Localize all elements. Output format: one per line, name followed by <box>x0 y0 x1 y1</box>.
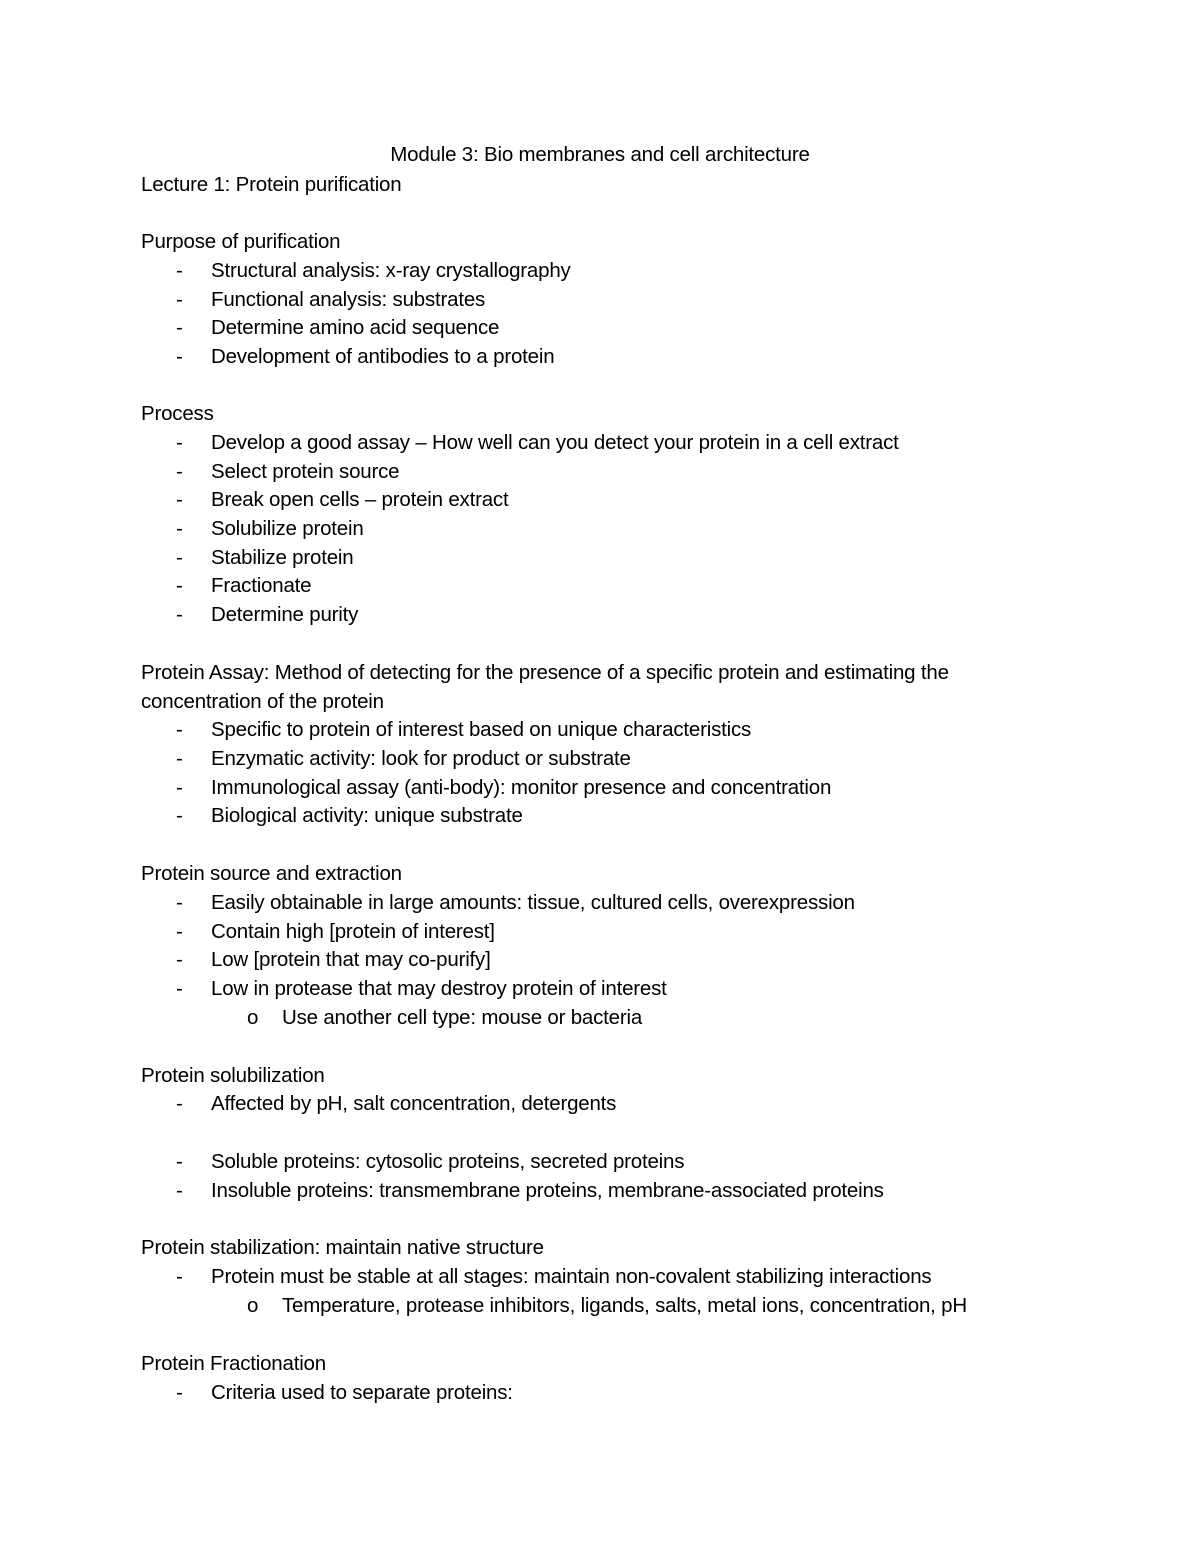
list-item-text: Contain high [protein of interest] <box>211 920 495 943</box>
dash-bullet: - <box>176 517 183 540</box>
list-item-text: Easily obtainable in large amounts: tissue, cultured cells, overexpression <box>211 891 855 914</box>
document-title: Module 3: Bio membranes and cell architecture <box>390 143 810 166</box>
dash-bullet: - <box>176 460 183 483</box>
list-item-text: Functional analysis: substrates <box>211 288 486 311</box>
list-item-text: Specific to protein of interest based on unique characteristics <box>211 718 752 741</box>
lecture-title-text: Lecture 1: Protein purification <box>141 173 402 196</box>
list-item-text: Low [protein that may co-purify] <box>211 948 491 971</box>
dash-bullet: - <box>176 316 183 339</box>
list-item-text: Protein must be stable at all stages: maintain non-covalent stabilizing interactions <box>211 1265 932 1288</box>
dash-bullet: - <box>176 920 183 943</box>
dash-bullet: - <box>176 603 183 626</box>
dash-bullet: - <box>176 776 183 799</box>
dash-bullet: - <box>176 718 183 741</box>
dash-bullet: - <box>176 345 183 368</box>
dash-bullet: - <box>176 1150 183 1173</box>
heading-text: Protein Assay: Method of detecting for the presence of a specific protein and estimating the <box>141 661 949 684</box>
list-item-text: Determine amino acid sequence <box>211 316 500 339</box>
sub-list-item-text: Temperature, protease inhibitors, ligands, salts, metal ions, concentration, pH <box>282 1294 967 1317</box>
heading-text: Protein solubilization <box>141 1064 325 1087</box>
list-item-text: Solubilize protein <box>211 517 364 540</box>
dash-bullet: - <box>176 891 183 914</box>
list-item-text: Development of antibodies to a protein <box>211 345 555 368</box>
dash-bullet: - <box>176 1265 183 1288</box>
sub-list-item-text: Use another cell type: mouse or bacteria <box>282 1006 643 1029</box>
dash-bullet: - <box>176 259 183 282</box>
list-item-text: Determine purity <box>211 603 359 626</box>
list-item-text: Break open cells – protein extract <box>211 488 509 511</box>
dash-bullet: - <box>176 488 183 511</box>
dash-bullet: - <box>176 431 183 454</box>
heading-text: concentration of the protein <box>141 690 384 713</box>
list-item-text: Soluble proteins: cytosolic proteins, secreted proteins <box>211 1150 685 1173</box>
dash-bullet: - <box>176 1381 183 1404</box>
list-item-text: Insoluble proteins: transmembrane proteins, membrane-associated proteins <box>211 1179 884 1202</box>
dash-bullet: - <box>176 546 183 569</box>
list-item-text: Affected by pH, salt concentration, detergents <box>211 1092 617 1115</box>
dash-bullet: - <box>176 1179 183 1202</box>
dash-bullet: - <box>176 747 183 770</box>
dash-bullet: - <box>176 574 183 597</box>
heading-text: Purpose of purification <box>141 230 341 253</box>
heading-text: Protein stabilization: maintain native structure <box>141 1236 544 1259</box>
list-item-text: Stabilize protein <box>211 546 354 569</box>
list-item-text: Enzymatic activity: look for product or substrate <box>211 747 631 770</box>
dash-bullet: - <box>176 977 183 1000</box>
list-item-text: Criteria used to separate proteins: <box>211 1381 513 1404</box>
heading-text: Protein source and extraction <box>141 862 402 885</box>
circle-bullet: o <box>247 1006 259 1029</box>
list-item-text: Structural analysis: x-ray crystallography <box>211 259 571 282</box>
dash-bullet: - <box>176 288 183 311</box>
dash-bullet: - <box>176 804 183 827</box>
list-item-text: Select protein source <box>211 460 400 483</box>
list-item-text: Fractionate <box>211 574 312 597</box>
list-item-text: Immunological assay (anti-body): monitor presence and concentration <box>211 776 832 799</box>
dash-bullet: - <box>176 948 183 971</box>
circle-bullet: o <box>247 1294 259 1317</box>
heading-text: Process <box>141 402 214 425</box>
list-item-text: Biological activity: unique substrate <box>211 804 523 827</box>
list-item-text: Low in protease that may destroy protein of interest <box>211 977 667 1000</box>
heading-text: Protein Fractionation <box>141 1352 326 1375</box>
dash-bullet: - <box>176 1092 183 1115</box>
list-item-text: Develop a good assay – How well can you detect your protein in a cell extract <box>211 431 899 454</box>
